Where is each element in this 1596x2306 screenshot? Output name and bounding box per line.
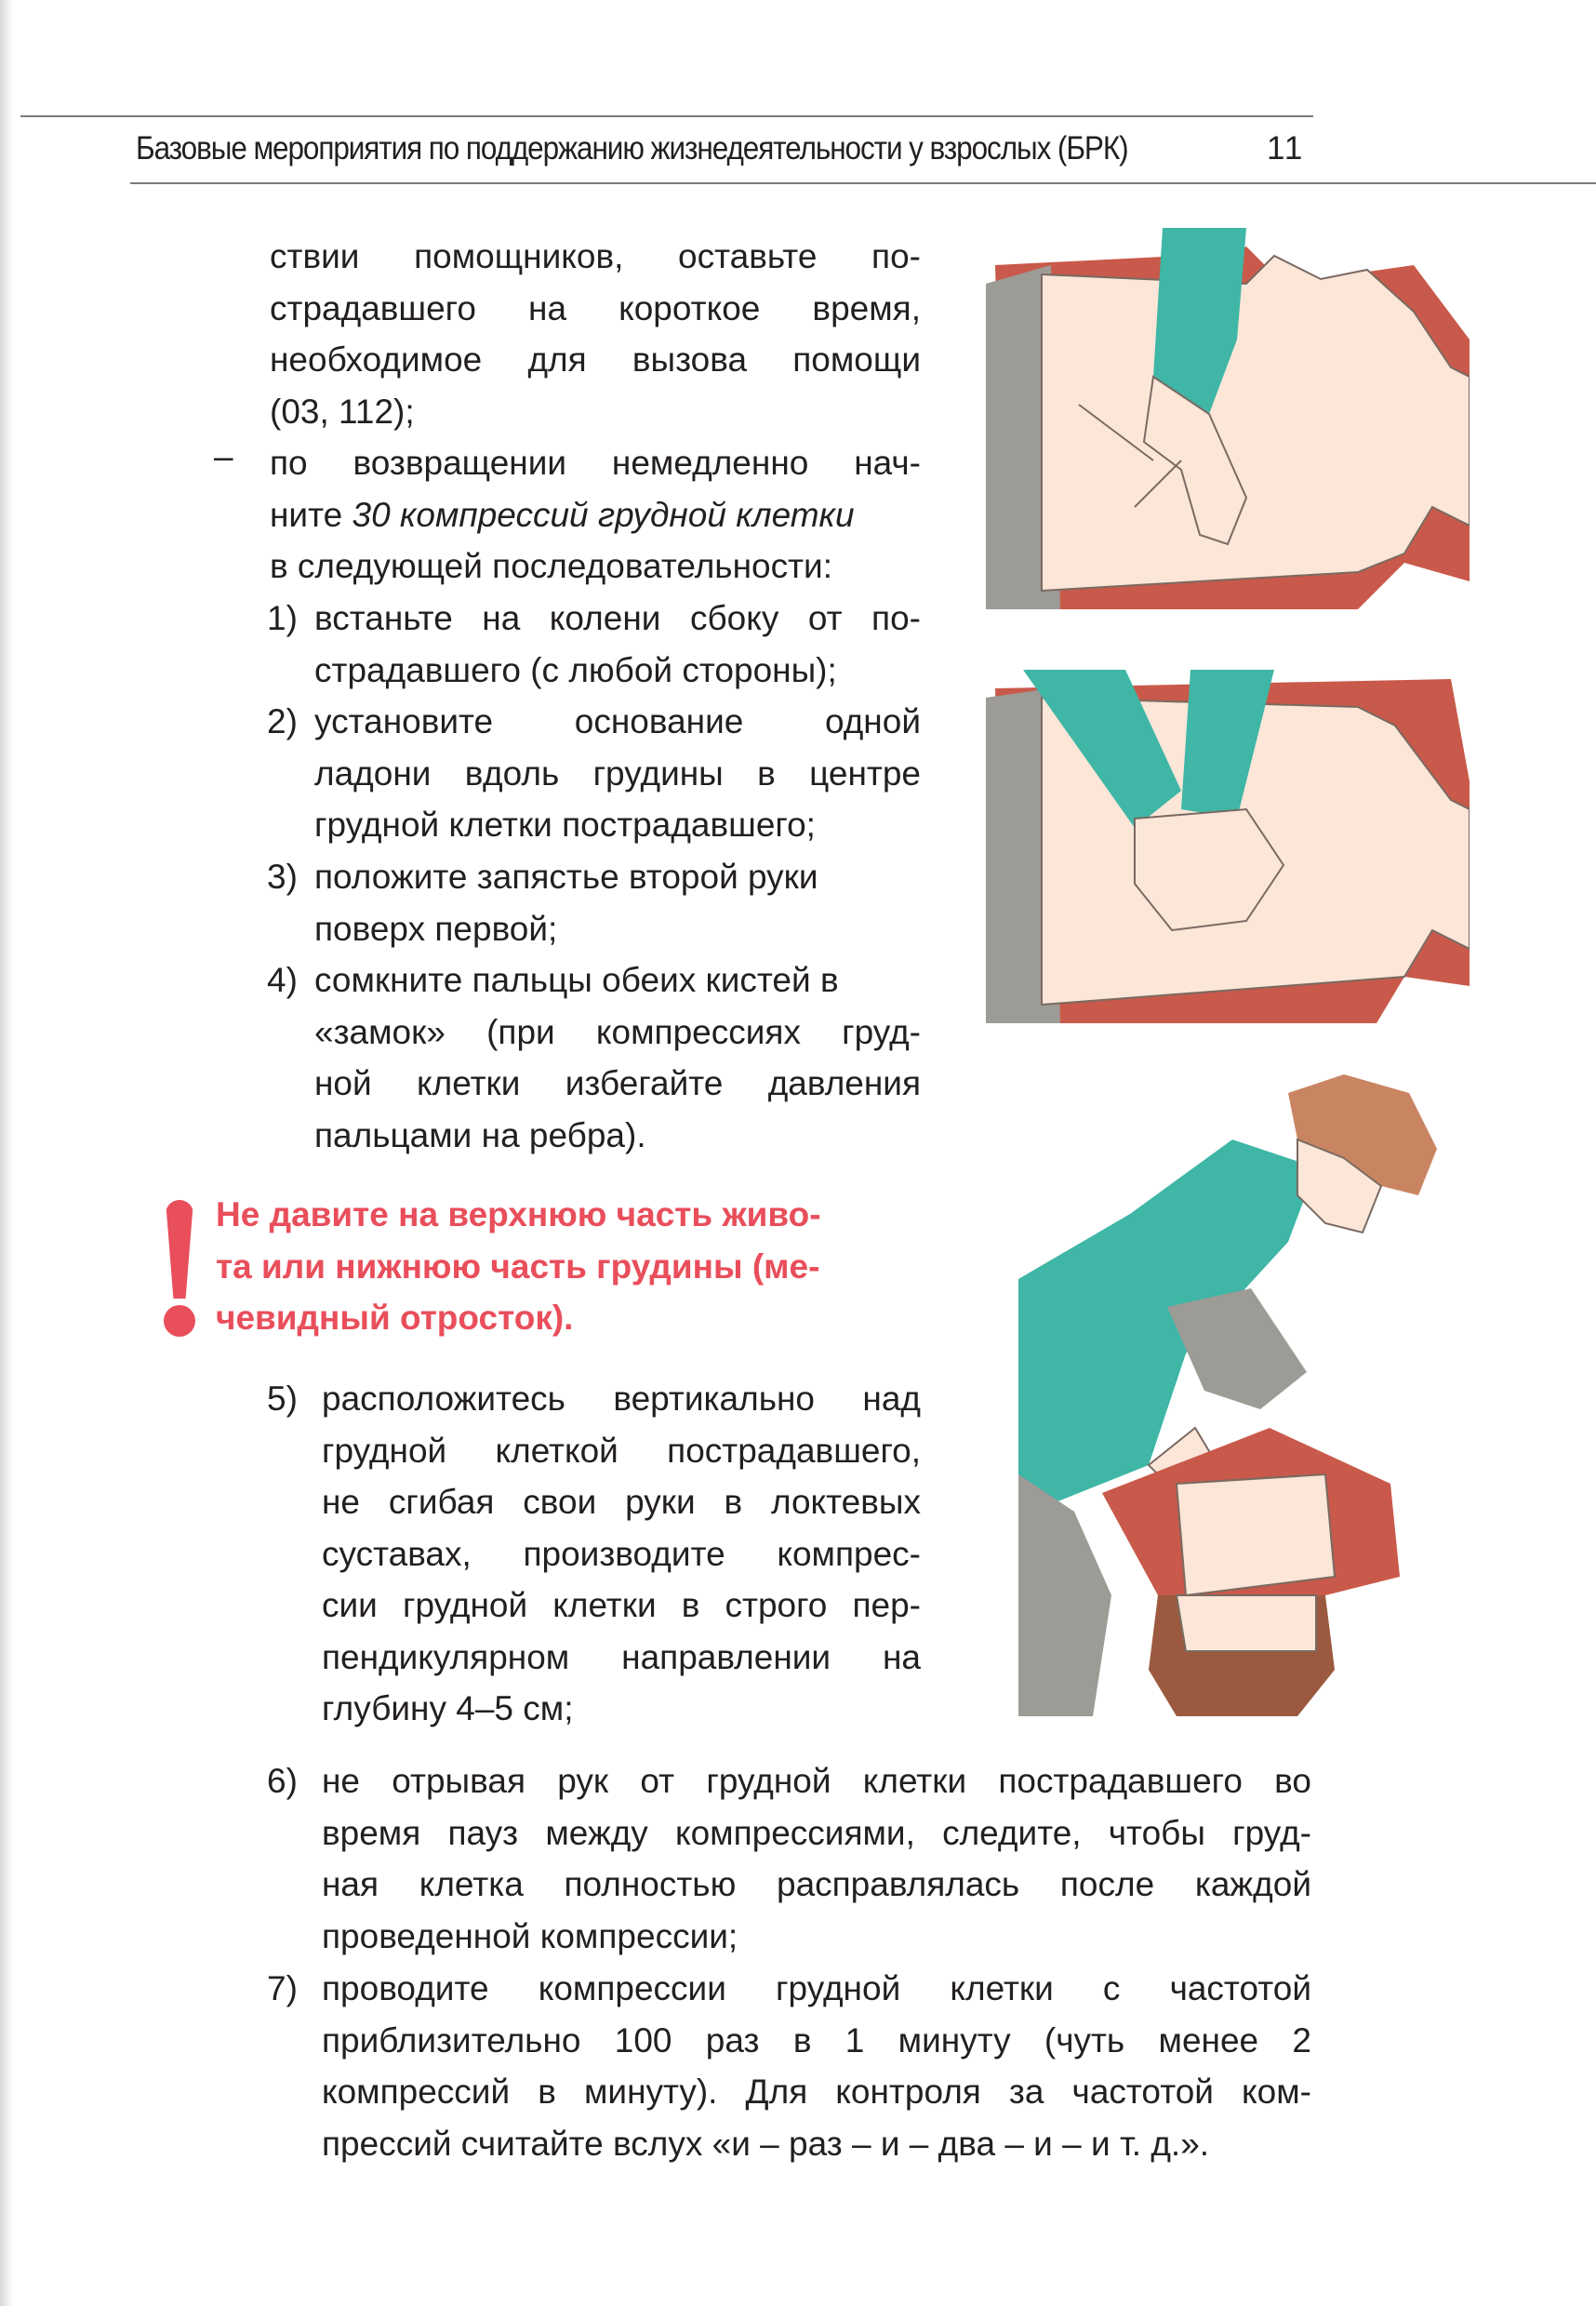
text-line: ствии помощников, оставьте по- — [270, 237, 921, 275]
running-header-title: Базовые мероприятия по поддержанию жизнедеятельности у взрослых (БРК) — [136, 130, 1128, 167]
victim-face — [1177, 1595, 1316, 1651]
illustration-interlocked-hands — [967, 670, 1470, 1023]
step-1-text — [314, 593, 921, 696]
text-line: прессий считайте вслух «и – раз – и – два – и – и т. д.». — [322, 2124, 1210, 2163]
text-line: сии грудной клетки в строго пер- — [322, 1586, 921, 1624]
text-line: приблизительно 100 раз в 1 минуту (чуть менее 2 — [322, 2020, 1311, 2059]
text-line: ной клетки избегайте давления — [314, 1064, 921, 1102]
step-7-text — [322, 1963, 1311, 2169]
page-number: 11 — [1267, 130, 1305, 167]
text-line: сомкните пальцы обеих кистей в — [314, 961, 839, 999]
text-line: проводите компрессии грудной клетки с частотой — [322, 1969, 1311, 2007]
text-line: ладони вдоль грудины в центре — [314, 753, 921, 793]
step-number: 7) — [267, 1969, 298, 2007]
text-line: по возвращении немедленно нач- — [270, 444, 921, 482]
victim-chest — [1177, 1474, 1335, 1595]
text-line: грудной клеткой пострадавшего, — [322, 1431, 921, 1470]
header-rule-bottom — [130, 182, 1596, 184]
text-line: время пауз между компрессиями, следите, чтобы груд- — [322, 1813, 1311, 1852]
text-line: компрессий в минуту). Для контроля за частотой ком- — [322, 2073, 1311, 2111]
step-4-text — [314, 954, 921, 1161]
warning-line: чевидный отросток). — [216, 1299, 574, 1337]
bullet-paragraph — [270, 437, 921, 593]
text-line: страдавшего (с любой стороны); — [314, 650, 837, 689]
text-line: встаньте на колени сбоку от по- — [314, 599, 921, 637]
warning-line: Не давите на верхнюю часть живо- — [216, 1195, 821, 1233]
exclamation-icon — [166, 1200, 193, 1299]
text-line: установите основание одной — [314, 702, 921, 740]
text-line: пальцами на ребра). — [314, 1115, 646, 1154]
emphasis-30-compressions: 30 компрессий грудной клетки — [352, 495, 855, 534]
text-line: в следующей последовательности: — [270, 547, 832, 585]
text-line: ная клетка полностью расправлялась после каждой — [322, 1865, 1311, 1903]
step-3-text — [314, 851, 921, 954]
text-line: грудной клетки пострадавшего; — [314, 806, 816, 844]
step-number: 2) — [267, 702, 298, 740]
intro-paragraph — [270, 231, 921, 437]
text-line: глубину 4–5 см; — [322, 1689, 574, 1727]
step-6-text — [322, 1755, 1311, 1962]
step-number: 3) — [267, 858, 298, 896]
text-line: необходимое для вызова помощи — [270, 340, 921, 379]
text-line: не сгибая свои руки в локтевых — [322, 1483, 921, 1521]
warning-line: та или нижнюю часть грудины (ме- — [216, 1246, 820, 1286]
step-2-text — [314, 696, 921, 851]
text-line: положите запястье второй руки — [314, 858, 818, 896]
text-line: суставах, производите компрес- — [322, 1534, 921, 1573]
text-line: поверх первой; — [314, 909, 558, 948]
torso-skin — [1042, 256, 1470, 591]
exclamation-dot-icon — [164, 1305, 195, 1337]
step-number: 6) — [267, 1762, 298, 1800]
step-number: 1) — [267, 599, 298, 637]
bullet-dash: – — [214, 437, 233, 475]
text-line: пендикулярном направлении на — [322, 1637, 921, 1676]
text-line: страдавшего на короткое время, — [270, 288, 921, 327]
illustration-rescuer-compressions — [1018, 1074, 1465, 1716]
text-line: расположитесь вертикально над — [322, 1380, 921, 1418]
step-number: 4) — [267, 961, 298, 999]
text-line: «замок» (при компрессиях груд- — [314, 1012, 921, 1051]
illustration-hand-on-chest — [967, 228, 1470, 609]
text-line: проведенной компрессии; — [322, 1916, 738, 1955]
warning-note — [216, 1189, 930, 1344]
text-line — [270, 489, 921, 541]
text-line: (03, 112); — [270, 392, 415, 431]
step-5-text — [322, 1373, 921, 1735]
text-run: ните — [270, 495, 352, 534]
text-line: не отрывая рук от грудной клетки пострадавшего во — [322, 1762, 1311, 1800]
rescuer-pants — [1018, 1474, 1111, 1716]
victim-legs — [1167, 1288, 1307, 1409]
step-number: 5) — [267, 1380, 298, 1418]
header-rule-top — [20, 115, 1313, 117]
page-binding-shadow — [0, 0, 13, 2306]
